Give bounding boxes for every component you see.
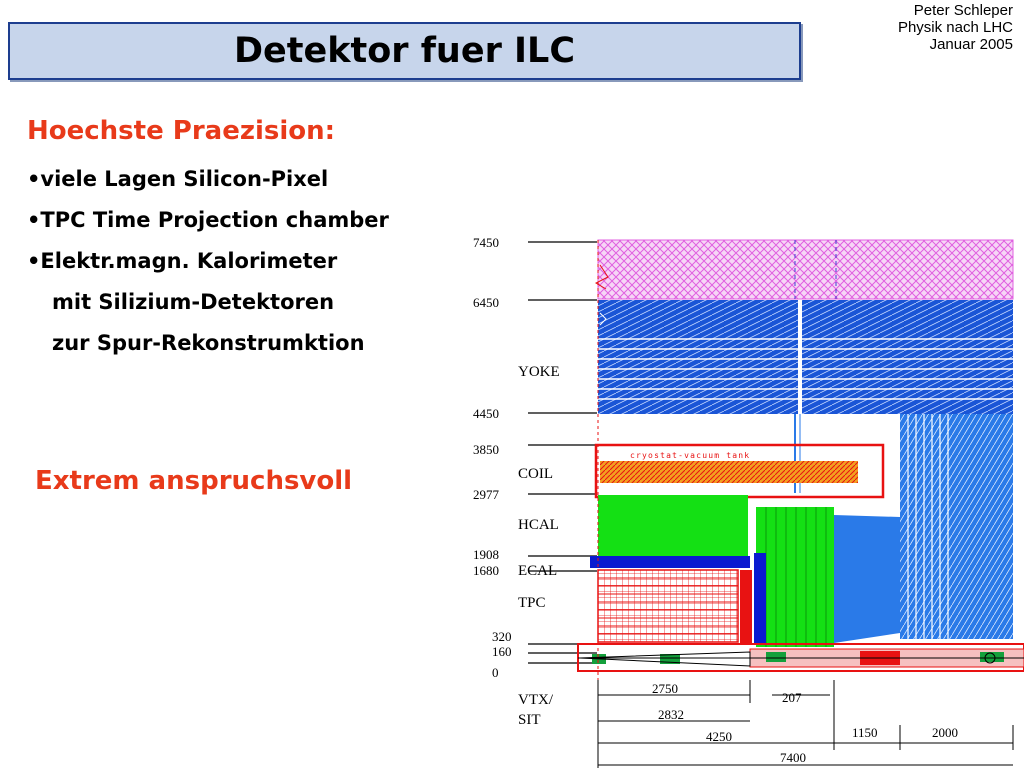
component-label-vtx: VTX/ xyxy=(518,692,553,708)
dimension-label: 207 xyxy=(782,690,802,705)
author-info xyxy=(898,2,1013,53)
detector-diagram xyxy=(460,225,1024,768)
radius-label: 0 xyxy=(492,665,499,680)
author-date: Januar 2005 xyxy=(929,36,1013,53)
cryostat-label: cryostat-vacuum tank xyxy=(630,451,751,460)
yoke-barrel xyxy=(802,300,1013,414)
coil xyxy=(600,461,858,483)
bullet-item: •viele Lagen Silicon-Pixel xyxy=(27,167,329,191)
dimension-label: 2832 xyxy=(658,707,684,722)
ecal-barrel xyxy=(590,556,750,568)
subheading: Hoechste Praezision: xyxy=(27,116,336,146)
component-label-tpc: TPC xyxy=(518,595,546,611)
component-label-ecal: ECAL xyxy=(518,563,558,579)
radius-label: 1680 xyxy=(473,563,499,578)
author-name: Peter Schleper xyxy=(913,2,1013,19)
yoke-barrel xyxy=(598,300,798,414)
dimension-label: 2750 xyxy=(652,681,678,696)
radius-label: 1908 xyxy=(473,547,499,562)
yoke-endcap xyxy=(900,414,1013,639)
component-label-coil: COIL xyxy=(518,466,553,482)
radius-label: 2977 xyxy=(473,487,499,502)
radius-label: 160 xyxy=(492,644,512,659)
dimension-label: 4250 xyxy=(706,729,732,744)
tpc xyxy=(598,570,738,642)
title-box xyxy=(8,22,801,80)
highlight-text: Extrem anspruchsvoll xyxy=(35,466,353,496)
author-event: Physik nach LHC xyxy=(897,19,1013,36)
bullet-item: mit Silizium-Detektoren xyxy=(52,290,335,314)
endcap-calorimeter xyxy=(834,515,900,643)
hcal-barrel xyxy=(598,495,748,557)
outer-region xyxy=(598,240,1013,299)
component-label-hcal: HCAL xyxy=(518,517,559,533)
tpc-endplate xyxy=(740,570,752,645)
dimension-label: 2000 xyxy=(932,725,958,740)
hcal-endcap xyxy=(756,507,834,647)
bullet-list xyxy=(27,159,389,364)
bullet-item: zur Spur-Rekonstrumktion xyxy=(52,331,365,355)
bullet-item: •TPC Time Projection chamber xyxy=(27,208,389,232)
radius-label: 7450 xyxy=(473,235,499,250)
radius-label: 320 xyxy=(492,629,512,644)
ecal-endcap xyxy=(754,553,766,645)
radius-label: 4450 xyxy=(473,406,499,421)
dimension-label: 1150 xyxy=(852,725,878,740)
radius-label: 6450 xyxy=(473,295,499,310)
dimension-label: 7400 xyxy=(780,750,806,765)
bullet-item: •Elektr.magn. Kalorimeter xyxy=(27,249,338,273)
component-label-sit: SIT xyxy=(518,712,541,728)
slide-title: Detektor fuer ILC xyxy=(233,31,576,71)
component-label-yoke: YOKE xyxy=(518,364,560,380)
radius-label: 3850 xyxy=(473,442,499,457)
